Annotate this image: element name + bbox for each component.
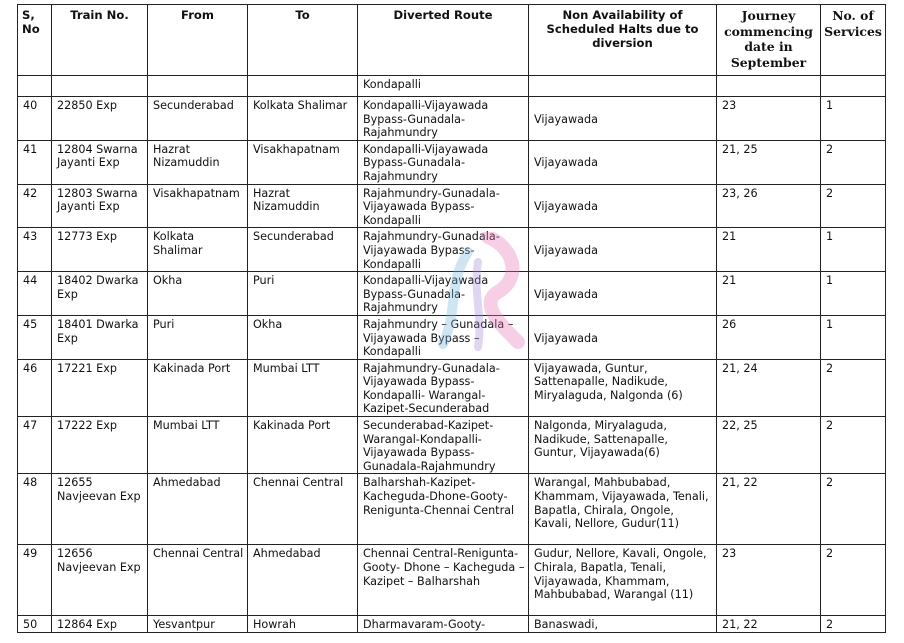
cell-journey-dates: 21, 22 bbox=[717, 474, 821, 545]
header-non-availability: Non Availability of Scheduled Halts due to diversion bbox=[529, 5, 717, 76]
cell-sno: 42 bbox=[18, 184, 52, 228]
cell-journey-dates: 21 bbox=[717, 272, 821, 316]
cell-services: 2 bbox=[821, 474, 886, 545]
cell-to: Visakhapatnam bbox=[248, 140, 358, 184]
cell-diverted-route: Chennai Central-Renigunta-Gooty- Dhone – Kacheguda – Kazipet – Balharshah bbox=[358, 545, 529, 616]
cell-halts: Nalgonda, Miryalaguda, Nadikude, Sattenapalle, Guntur, Vijayawada(6) bbox=[529, 417, 717, 474]
cell-to: Secunderabad bbox=[248, 228, 358, 272]
header-journey-date: Journey commencing date in September bbox=[717, 5, 821, 76]
cell-services: 1 bbox=[821, 97, 886, 141]
table-row bbox=[18, 359, 886, 416]
cell-sno: 46 bbox=[18, 359, 52, 416]
cell-from: Okha bbox=[148, 272, 248, 316]
cell-halts bbox=[529, 76, 717, 97]
cell-from: Puri bbox=[148, 315, 248, 359]
cell-sno: 45 bbox=[18, 315, 52, 359]
cell-sno: 41 bbox=[18, 140, 52, 184]
cell-diverted-route: Rajahmundry – Gunadala – Vijayawada Bypass – Kondapalli bbox=[358, 315, 529, 359]
header-row bbox=[18, 5, 886, 76]
cell-train-no: 12773 Exp bbox=[52, 228, 148, 272]
cell-diverted-route: Rajahmundry-Gunadala-Vijayawada Bypass-Kondapalli- Warangal-Kazipet-Secunderabad bbox=[358, 359, 529, 416]
cell-services: 2 bbox=[821, 417, 886, 474]
cell-from: Kolkata Shalimar bbox=[148, 228, 248, 272]
cell-from: Mumbai LTT bbox=[148, 417, 248, 474]
table-row bbox=[18, 474, 886, 545]
table-row bbox=[18, 228, 886, 272]
header-train-no: Train No. bbox=[52, 5, 148, 76]
cell-train-no: 12656 Navjeevan Exp bbox=[52, 545, 148, 616]
cell-train-no: 18402 Dwarka Exp bbox=[52, 272, 148, 316]
cell-to: Mumbai LTT bbox=[248, 359, 358, 416]
cell-to: Puri bbox=[248, 272, 358, 316]
header-sno: S, No bbox=[18, 5, 52, 76]
cell-diverted-route: Balharshah-Kazipet-Kacheguda-Dhone-Gooty-Renigunta-Chennai Central bbox=[358, 474, 529, 545]
cell-journey-dates: 21 bbox=[717, 228, 821, 272]
cell-train-no: 17221 Exp bbox=[52, 359, 148, 416]
cell-to: Chennai Central bbox=[248, 474, 358, 545]
cell-halts: Vijayawada bbox=[529, 184, 717, 228]
cell-journey-dates: 21, 22 bbox=[717, 616, 821, 633]
header-services: No. of Services bbox=[821, 5, 886, 76]
cell-halts: Vijayawada bbox=[529, 97, 717, 141]
cell-services: 1 bbox=[821, 272, 886, 316]
cell-sno: 43 bbox=[18, 228, 52, 272]
cell-services bbox=[821, 76, 886, 97]
cell-diverted-route: Rajahmundry-Gunadala-Vijayawada Bypass-Kondapalli bbox=[358, 184, 529, 228]
cell-services: 1 bbox=[821, 315, 886, 359]
cell-to: Kolkata Shalimar bbox=[248, 97, 358, 141]
cell-journey-dates bbox=[717, 76, 821, 97]
cell-journey-dates: 23 bbox=[717, 97, 821, 141]
cell-train-no bbox=[52, 76, 148, 97]
cell-train-no: 12803 Swarna Jayanti Exp bbox=[52, 184, 148, 228]
cell-halts: Vijayawada bbox=[529, 140, 717, 184]
cell-train-no: 12655 Navjeevan Exp bbox=[52, 474, 148, 545]
cell-journey-dates: 26 bbox=[717, 315, 821, 359]
cell-halts: Vijayawada bbox=[529, 315, 717, 359]
cell-sno bbox=[18, 76, 52, 97]
cell-sno: 48 bbox=[18, 474, 52, 545]
cell-services: 2 bbox=[821, 545, 886, 616]
cell-halts: Vijayawada bbox=[529, 272, 717, 316]
table-row bbox=[18, 76, 886, 97]
cell-from bbox=[148, 76, 248, 97]
cell-sno: 50 bbox=[18, 616, 52, 633]
cell-halts: Gudur, Nellore, Kavali, Ongole, Chirala, Bapatla, Tenali, Vijayawada, Khammam, Mahbubabad, Warangal (11) bbox=[529, 545, 717, 616]
cell-services: 1 bbox=[821, 228, 886, 272]
cell-services: 2 bbox=[821, 359, 886, 416]
cell-to: Kakinada Port bbox=[248, 417, 358, 474]
cell-journey-dates: 23 bbox=[717, 545, 821, 616]
table-row bbox=[18, 315, 886, 359]
cell-halts: Warangal, Mahbubabad, Khammam, Vijayawada, Tenali, Bapatla, Chirala, Ongole, Kavali, Nellore, Gudur(11) bbox=[529, 474, 717, 545]
cell-services: 2 bbox=[821, 184, 886, 228]
cell-halts: Vijayawada, Guntur, Sattenapalle, Nadikude, Miryalaguda, Nalgonda (6) bbox=[529, 359, 717, 416]
table-row bbox=[18, 97, 886, 141]
cell-from: Chennai Central bbox=[148, 545, 248, 616]
cell-from: Secunderabad bbox=[148, 97, 248, 141]
table-row bbox=[18, 184, 886, 228]
cell-to: Ahmedabad bbox=[248, 545, 358, 616]
cell-to: Okha bbox=[248, 315, 358, 359]
cell-halts: Vijayawada bbox=[529, 228, 717, 272]
cell-to bbox=[248, 76, 358, 97]
cell-journey-dates: 23, 26 bbox=[717, 184, 821, 228]
cell-diverted-route: Kondapalli-Vijayawada Bypass-Gunadala-Rajahmundry bbox=[358, 272, 529, 316]
cell-from: Visakhapatnam bbox=[148, 184, 248, 228]
table-row bbox=[18, 417, 886, 474]
cell-diverted-route: Kondapalli-Vijayawada Bypass-Gunadala-Rajahmundry bbox=[358, 97, 529, 141]
cell-from: Yesvantpur bbox=[148, 616, 248, 633]
cell-halts: Banaswadi, bbox=[529, 616, 717, 633]
train-diversion-table bbox=[17, 4, 886, 633]
cell-journey-dates: 21, 25 bbox=[717, 140, 821, 184]
cell-from: Hazrat Nizamuddin bbox=[148, 140, 248, 184]
cell-journey-dates: 22, 25 bbox=[717, 417, 821, 474]
cell-diverted-route: Rajahmundry-Gunadala-Vijayawada Bypass-Kondapalli bbox=[358, 228, 529, 272]
cell-train-no: 18401 Dwarka Exp bbox=[52, 315, 148, 359]
cell-diverted-route: Dharmavaram-Gooty- bbox=[358, 616, 529, 633]
cell-sno: 40 bbox=[18, 97, 52, 141]
cell-diverted-route: Secunderabad-Kazipet-Warangal-Kondapalli-Vijayawada Bypass-Gunadala-Rajahmundry bbox=[358, 417, 529, 474]
cell-to: Howrah bbox=[248, 616, 358, 633]
table-row bbox=[18, 545, 886, 616]
table-row bbox=[18, 272, 886, 316]
header-to: To bbox=[248, 5, 358, 76]
header-diverted-route: Diverted Route bbox=[358, 5, 529, 76]
cell-sno: 47 bbox=[18, 417, 52, 474]
cell-diverted-route: Kondapalli-Vijayawada Bypass-Gunadala-Rajahmundry bbox=[358, 140, 529, 184]
cell-to: Hazrat Nizamuddin bbox=[248, 184, 358, 228]
cell-sno: 49 bbox=[18, 545, 52, 616]
header-from: From bbox=[148, 5, 248, 76]
cell-train-no: 22850 Exp bbox=[52, 97, 148, 141]
cell-from: Kakinada Port bbox=[148, 359, 248, 416]
cell-diverted-route: Kondapalli bbox=[358, 76, 529, 97]
table-row bbox=[18, 140, 886, 184]
cell-train-no: 12804 Swarna Jayanti Exp bbox=[52, 140, 148, 184]
cell-sno: 44 bbox=[18, 272, 52, 316]
cell-train-no: 17222 Exp bbox=[52, 417, 148, 474]
cell-train-no: 12864 Exp bbox=[52, 616, 148, 633]
cell-from: Ahmedabad bbox=[148, 474, 248, 545]
cell-journey-dates: 21, 24 bbox=[717, 359, 821, 416]
cell-services: 2 bbox=[821, 140, 886, 184]
cell-services: 2 bbox=[821, 616, 886, 633]
table-row bbox=[18, 616, 886, 633]
